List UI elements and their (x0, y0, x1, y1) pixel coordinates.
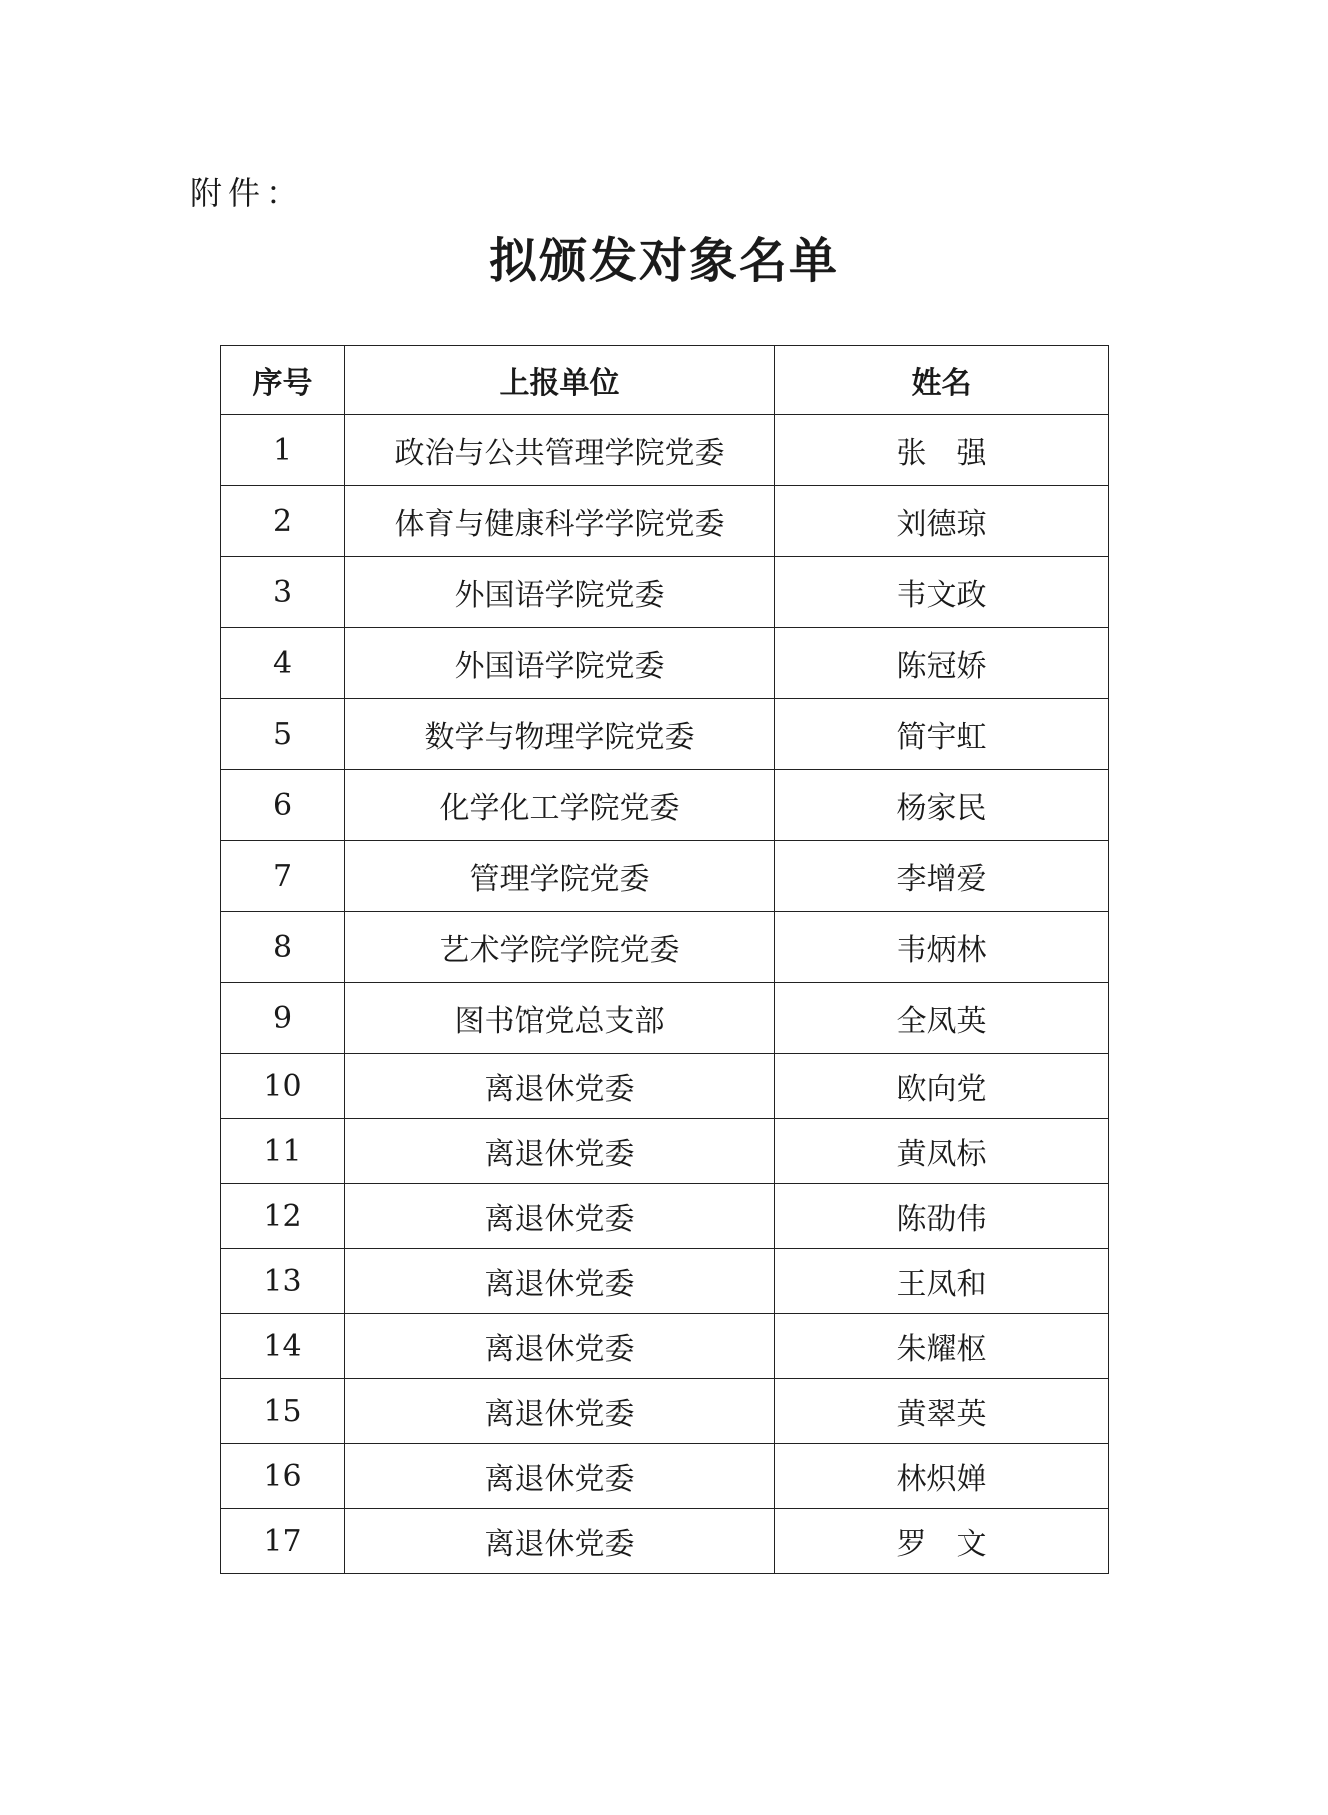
header-row (221, 346, 1109, 415)
cell-name: 陈冠娇 (775, 628, 1109, 699)
cell-name: 李增爱 (775, 841, 1109, 912)
cell-serial-number: 9 (221, 983, 345, 1054)
cell-serial-number: 12 (221, 1184, 345, 1249)
cell-reporting-unit: 外国语学院党委 (345, 557, 775, 628)
cell-reporting-unit: 离退休党委 (345, 1184, 775, 1249)
award-list-table (220, 345, 1109, 1574)
cell-serial-number: 8 (221, 912, 345, 983)
table-row (221, 1444, 1109, 1509)
header-serial-number: 序号 (221, 346, 345, 415)
cell-name: 林炽婵 (775, 1444, 1109, 1509)
cell-reporting-unit: 政治与公共管理学院党委 (345, 415, 775, 486)
cell-name: 简宇虹 (775, 699, 1109, 770)
cell-reporting-unit: 离退休党委 (345, 1119, 775, 1184)
cell-name: 韦炳林 (775, 912, 1109, 983)
cell-reporting-unit: 数学与物理学院党委 (345, 699, 775, 770)
cell-reporting-unit: 离退休党委 (345, 1379, 775, 1444)
cell-serial-number: 15 (221, 1379, 345, 1444)
cell-reporting-unit: 体育与健康科学学院党委 (345, 486, 775, 557)
table-row (221, 628, 1109, 699)
table-row (221, 1119, 1109, 1184)
table-body (221, 415, 1109, 1574)
cell-serial-number: 2 (221, 486, 345, 557)
table-row (221, 983, 1109, 1054)
cell-serial-number: 6 (221, 770, 345, 841)
cell-reporting-unit: 离退休党委 (345, 1314, 775, 1379)
table-row (221, 1184, 1109, 1249)
cell-reporting-unit: 离退休党委 (345, 1054, 775, 1119)
table-row (221, 415, 1109, 486)
table-row (221, 1054, 1109, 1119)
table-header (221, 346, 1109, 415)
cell-reporting-unit: 外国语学院党委 (345, 628, 775, 699)
cell-name: 黄凤标 (775, 1119, 1109, 1184)
cell-serial-number: 17 (221, 1509, 345, 1574)
attachment-label: 附件： (190, 174, 305, 212)
table-row (221, 1379, 1109, 1444)
document-title: 拟颁发对象名单 (488, 233, 839, 289)
cell-name: 韦文政 (775, 557, 1109, 628)
cell-serial-number: 16 (221, 1444, 345, 1509)
cell-name: 朱耀枢 (775, 1314, 1109, 1379)
cell-reporting-unit: 图书馆党总支部 (345, 983, 775, 1054)
cell-name: 黄翠英 (775, 1379, 1109, 1444)
cell-name: 全凤英 (775, 983, 1109, 1054)
header-name: 姓名 (775, 346, 1109, 415)
cell-reporting-unit: 艺术学院学院党委 (345, 912, 775, 983)
cell-name: 欧向党 (775, 1054, 1109, 1119)
cell-serial-number: 14 (221, 1314, 345, 1379)
cell-name: 刘德琼 (775, 486, 1109, 557)
cell-reporting-unit: 离退休党委 (345, 1249, 775, 1314)
table-row (221, 557, 1109, 628)
table-row (221, 912, 1109, 983)
table-row (221, 1314, 1109, 1379)
cell-serial-number: 10 (221, 1054, 345, 1119)
table-row (221, 1249, 1109, 1314)
cell-serial-number: 1 (221, 415, 345, 486)
cell-serial-number: 13 (221, 1249, 345, 1314)
cell-name: 杨家民 (775, 770, 1109, 841)
table-row (221, 770, 1109, 841)
cell-serial-number: 3 (221, 557, 345, 628)
cell-serial-number: 11 (221, 1119, 345, 1184)
cell-reporting-unit: 化学化工学院党委 (345, 770, 775, 841)
header-reporting-unit: 上报单位 (345, 346, 775, 415)
cell-serial-number: 4 (221, 628, 345, 699)
cell-serial-number: 5 (221, 699, 345, 770)
cell-name: 罗 文 (775, 1509, 1109, 1574)
table-row (221, 841, 1109, 912)
cell-reporting-unit: 离退休党委 (345, 1509, 775, 1574)
cell-reporting-unit: 管理学院党委 (345, 841, 775, 912)
cell-name: 张 强 (775, 415, 1109, 486)
table-row (221, 1509, 1109, 1574)
cell-reporting-unit: 离退休党委 (345, 1444, 775, 1509)
cell-name: 王凤和 (775, 1249, 1109, 1314)
table-row (221, 486, 1109, 557)
table-row (221, 699, 1109, 770)
cell-name: 陈劭伟 (775, 1184, 1109, 1249)
cell-serial-number: 7 (221, 841, 345, 912)
